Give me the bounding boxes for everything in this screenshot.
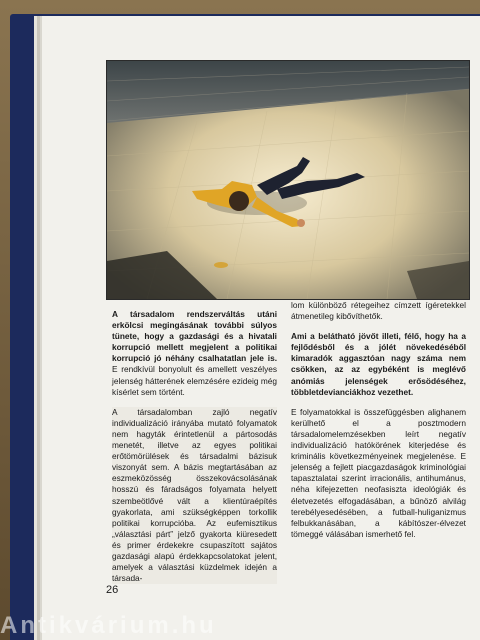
- watermark: Antikvárium.hu: [0, 612, 217, 639]
- paragraph-corruption-rest: E rendkívül bonyolult és amellett veszélyes jelenség hátterének elemzésére ezideig még kísérlet sem történt.: [112, 364, 277, 397]
- crime-scene-photo: [106, 60, 470, 300]
- page-number: 26: [106, 584, 119, 596]
- paragraph-corruption: [112, 309, 277, 398]
- paragraph-future-outlook: Ami a belátható jövőt illeti, félő, hogy ha a fejlődésből és a jólét növekedéséből kimaradók aggasztóan nagy száma nem csökken, az az egybéként is meglévő anómiás jelenségek erősödéséhez, többletdevianciákhoz vezethet.: [291, 331, 466, 397]
- paragraph-corruption-bold: A társadalom rendszerváltás utáni erkölcsi megingásának további súlyos tünete, hogy a gazdasági és a hivatali korrupció mellett megjelent a politikai korrupció jó néhány csalhatatlan jele is.: [112, 309, 277, 364]
- left-text-column: [112, 309, 277, 593]
- paragraph-continuation: lom különböző rétegeihez címzett ígéretekkel átmenetileg kibővíthetők.: [291, 300, 466, 322]
- right-text-column: [291, 300, 466, 549]
- paragraph-postmodern: E folyamatokkal is összefüggésben alighanem kerülhető el a posztmodern társadalomelemzésekben leírt negatív individualizáció hatókörének kiterjedése és kriminális következményeinek megjelenése. E jelenség a fejlett piacgazdaságok kriminológiai tapasztalatai szerint irracionális, antihumánus, néha kifejezetten neofasiszta ideológiák és életvezetés elfogadásában, a bűnöző alvilág terebélyesedésében, a futball-huliganizmus felbukkanásában, a kábítószer-élvezet tömeggé válásában ismerhető fel.: [291, 406, 466, 539]
- paragraph-individualization: A társadalomban zajló negatív individualizáció irányába mutató folyamatok nem hagyták érintetlenül a pártosodás menetét, illetve az egyes politikai erőtömörülések és társadalmi bázisuk viszonyát sem. A bázis megtartásában az eszmeközösség összekovácsolásának hosszú és fáradságos folyamata helyett szembeötlővé vált a klientúraépítés gyakorlata, ami szükségképpen torkollik politikai korrupcióba. Az eufemisztikus „választási párt” jelző gyakorta kiüresedett és primer érdekekre csupaszított sajátos gazdasági alapú érdekkapcsolatokat jelent, amelyek a választási küzdelmek idején a társada-: [112, 406, 277, 584]
